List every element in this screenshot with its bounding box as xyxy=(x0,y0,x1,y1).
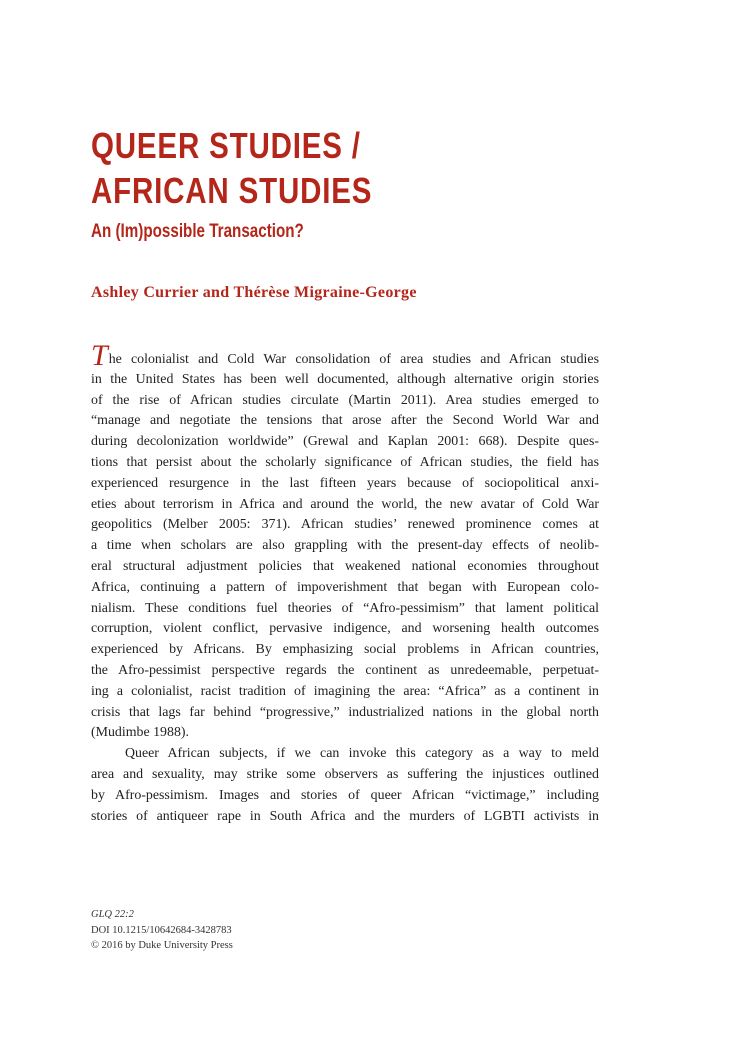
body-line: experienced resurgence in the last fifteen years because of sociopolitical anxi- xyxy=(91,475,599,491)
article-title-line-2: AFRICAN STUDIES xyxy=(91,170,373,211)
article-footer xyxy=(91,907,233,954)
body-line: crisis that lags far behind “progressive,” industrialized nations in the global north xyxy=(91,704,599,720)
body-line: “manage and negotiate the tensions that arose after the Second World War and xyxy=(91,413,599,429)
body-line: during decolonization worldwide” (Grewal and Kaplan 2001: 668). Despite ques- xyxy=(91,434,599,450)
journal-citation: GLQ 22:2 xyxy=(91,909,134,920)
body-line: eties about terrorism in Africa and around the world, the new avatar of Cold War xyxy=(91,496,599,512)
drop-cap: T xyxy=(91,339,108,372)
body-line: stories of antiqueer rape in South Africa and the murders of LGBTI activists in xyxy=(91,808,599,824)
copyright: © 2016 by Duke University Press xyxy=(91,940,233,951)
body-line: geopolitics (Melber 2005: 371). African studies’ renewed prominence comes at xyxy=(91,517,599,533)
body-line: eral structural adjustment policies that weakened national economies throughout xyxy=(91,558,599,574)
doi: DOI 10.1215/10642684-3428783 xyxy=(91,924,232,936)
body-line: of the rise of African studies circulate (Martin 2011). Area studies emerged to xyxy=(91,392,599,408)
paragraph-2 xyxy=(91,744,599,827)
body-line: corruption, violent conflict, pervasive indigence, and worsening health outcomes xyxy=(91,621,599,637)
body-line: experienced by Africans. By emphasizing social problems in African countries, xyxy=(91,642,599,658)
article-subtitle: An (Im)possible Transaction? xyxy=(91,221,304,242)
body-line-text: he colonialist and Cold War consolidation of area studies and African studies xyxy=(108,352,599,367)
body-line xyxy=(91,339,599,372)
article-title-line-1: QUEER STUDIES / xyxy=(91,125,361,166)
body-line: in the United States has been well documented, although alternative origin stories xyxy=(91,371,599,387)
article-body xyxy=(91,339,599,827)
body-line: Africa, continuing a pattern of impoverishment that began with European colo- xyxy=(91,579,599,595)
body-line: the Afro-pessimist perspective regards the continent as unredeemable, perpetuat- xyxy=(91,662,599,678)
body-line: (Mudimbe 1988). xyxy=(91,725,189,741)
body-line: area and sexuality, may strike some observers as suffering the injustices outlined xyxy=(91,766,599,782)
body-line: Queer African subjects, if we can invoke this category as a way to meld xyxy=(125,746,599,762)
paragraph-1 xyxy=(91,339,599,744)
article-authors: Ashley Currier and Thérèse Migraine-George xyxy=(91,284,417,301)
body-line: nialism. These conditions fuel theories of “Afro-pessimism” that lament political xyxy=(91,600,599,616)
body-line: a time when scholars are also grappling with the present-day effects of neolib- xyxy=(91,538,599,554)
body-line: by Afro-pessimism. Images and stories of queer African “victimage,” including xyxy=(91,787,599,803)
body-line: tions that persist about the scholarly significance of African studies, the field has xyxy=(91,454,599,470)
body-line: ing a colonialist, racist tradition of imagining the area: “Africa” as a continent in xyxy=(91,683,599,699)
